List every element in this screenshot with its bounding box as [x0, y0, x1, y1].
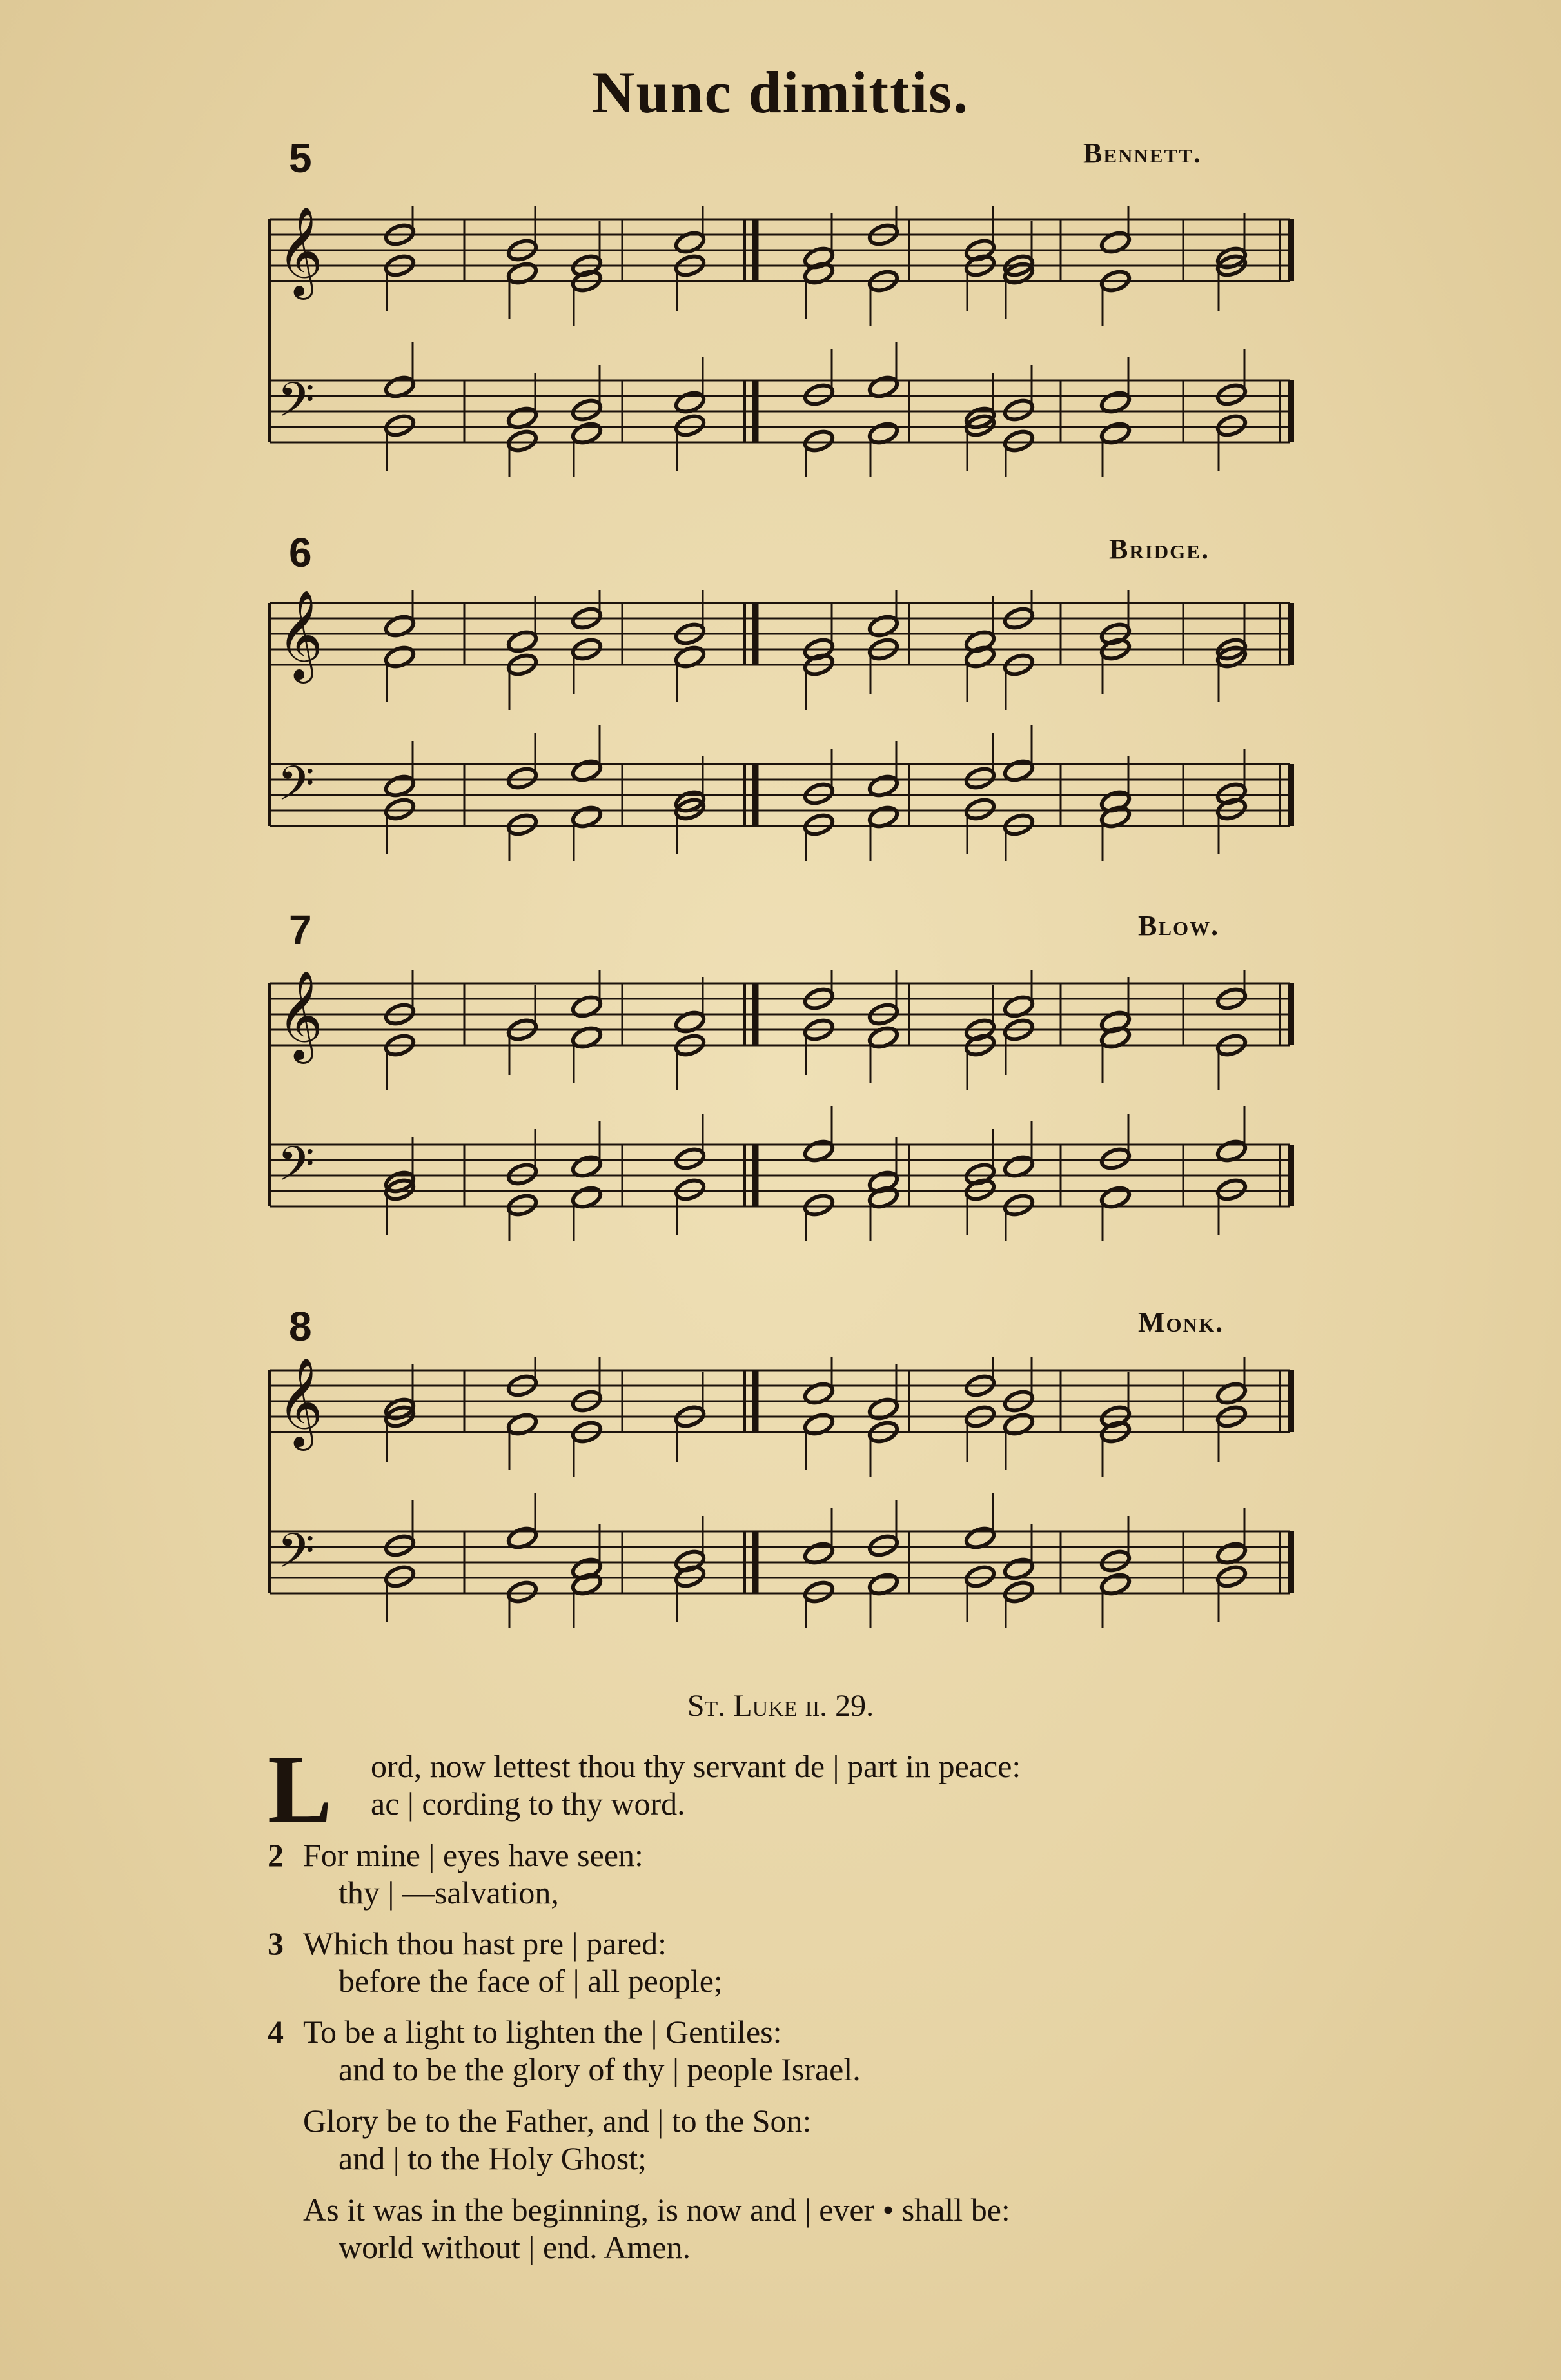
half-note	[1003, 428, 1035, 453]
half-note	[384, 1564, 416, 1589]
tune-composer: Bennett.	[1083, 137, 1202, 169]
half-note	[1003, 1411, 1035, 1437]
half-note	[803, 382, 835, 407]
verse-line: Glory be to the Father, and | to the Son:	[303, 2103, 812, 2139]
half-note	[1099, 230, 1132, 255]
half-note	[803, 1579, 835, 1604]
half-note	[964, 796, 996, 821]
half-note	[571, 994, 603, 1019]
half-note	[1215, 1564, 1248, 1589]
half-note	[1003, 994, 1035, 1019]
verse	[268, 2102, 1299, 2177]
tune-composer: Bridge.	[1109, 533, 1210, 565]
half-note	[1215, 1381, 1248, 1406]
half-note	[803, 1411, 835, 1437]
half-note	[1003, 1192, 1035, 1217]
bass-clef-icon: 𝄢	[277, 372, 315, 440]
half-note	[1003, 1579, 1035, 1604]
treble-clef-icon: 𝄞	[277, 590, 323, 680]
half-note	[803, 428, 835, 453]
half-note	[506, 1161, 538, 1186]
bass-clef-icon: 𝄢	[277, 756, 315, 823]
half-note	[803, 1381, 835, 1406]
half-note	[1003, 397, 1035, 422]
half-note	[1215, 413, 1248, 438]
half-note	[506, 1411, 538, 1437]
half-note	[867, 613, 899, 638]
half-note	[867, 1025, 899, 1050]
half-note	[1099, 1548, 1132, 1573]
tune-composer: Monk.	[1138, 1306, 1224, 1338]
page-title: Nunc dimittis.	[591, 59, 970, 125]
verse	[268, 1747, 1299, 1822]
music-system	[264, 206, 1302, 477]
half-note	[506, 629, 538, 654]
half-note	[506, 261, 538, 286]
half-note	[506, 428, 538, 453]
treble-clef-icon: 𝄞	[277, 206, 323, 296]
verse-line: thy | —salvation,	[339, 1874, 559, 1911]
half-note	[571, 1025, 603, 1050]
verse-line: To be a light to lighten the | Gentiles:	[303, 2014, 782, 2050]
half-note	[571, 397, 603, 422]
half-note	[964, 765, 996, 791]
verse	[268, 1836, 1299, 1911]
half-note	[803, 1192, 835, 1217]
verse-line: world without | end. Amen.	[339, 2229, 691, 2265]
tune-composer: Blow.	[1138, 910, 1220, 941]
bass-clef-icon: 𝄢	[277, 1136, 315, 1204]
verse-line: ac | cording to thy word.	[371, 1785, 685, 1822]
verse-line: As it was in the beginning, is now and | ever • shall be:	[303, 2192, 1010, 2228]
half-note	[1003, 812, 1035, 837]
verse-number: 4	[268, 2014, 284, 2050]
half-note	[803, 781, 835, 806]
tune-number: 8	[289, 1303, 312, 1350]
verse-line: and to be the glory of thy | people Israel.	[339, 2051, 861, 2087]
half-note	[674, 644, 706, 669]
half-note	[674, 230, 706, 255]
half-note	[674, 413, 706, 438]
treble-clef-icon: 𝄞	[277, 1357, 323, 1447]
verse-number: 2	[268, 1837, 284, 1873]
half-note	[1099, 1146, 1132, 1171]
half-note	[1215, 1177, 1248, 1202]
treble-clef-icon: 𝄞	[277, 970, 323, 1060]
verse-line: Which thou hast pre | pared:	[303, 1925, 667, 1962]
half-note	[384, 796, 416, 821]
half-note	[506, 1192, 538, 1217]
drop-capital: L	[268, 1736, 333, 1843]
half-note	[674, 1009, 706, 1034]
half-note	[674, 1146, 706, 1171]
half-note	[1215, 382, 1248, 407]
half-note	[867, 1396, 899, 1421]
music-system	[264, 1357, 1302, 1628]
tune-number: 7	[289, 907, 312, 953]
half-note	[506, 812, 538, 837]
scripture-reference: St. Luke ii. 29.	[687, 1689, 874, 1723]
half-note	[506, 1579, 538, 1604]
half-note	[384, 613, 416, 638]
verse-line: For mine | eyes have seen:	[303, 1837, 643, 1873]
verse-line: ord, now lettest thou thy servant de | part in peace:	[371, 1748, 1021, 1784]
verse-line: before the face of | all people;	[339, 1963, 723, 1999]
tune-number: 5	[289, 135, 312, 181]
half-note	[674, 1177, 706, 1202]
bass-clef-icon: 𝄢	[277, 1523, 315, 1591]
half-note	[384, 1533, 416, 1558]
half-note	[384, 413, 416, 438]
verse-number: 3	[268, 1925, 284, 1962]
half-note	[803, 812, 835, 837]
half-note	[384, 644, 416, 669]
music-system	[264, 590, 1302, 861]
verse	[268, 2191, 1299, 2266]
verse	[268, 2013, 1299, 2088]
verse	[268, 1925, 1299, 2000]
half-note	[506, 765, 538, 791]
music-system	[264, 970, 1302, 1241]
half-note	[964, 1564, 996, 1589]
tune-number: 6	[289, 529, 312, 576]
half-note	[867, 1533, 899, 1558]
verse-line: and | to the Holy Ghost;	[339, 2140, 647, 2176]
